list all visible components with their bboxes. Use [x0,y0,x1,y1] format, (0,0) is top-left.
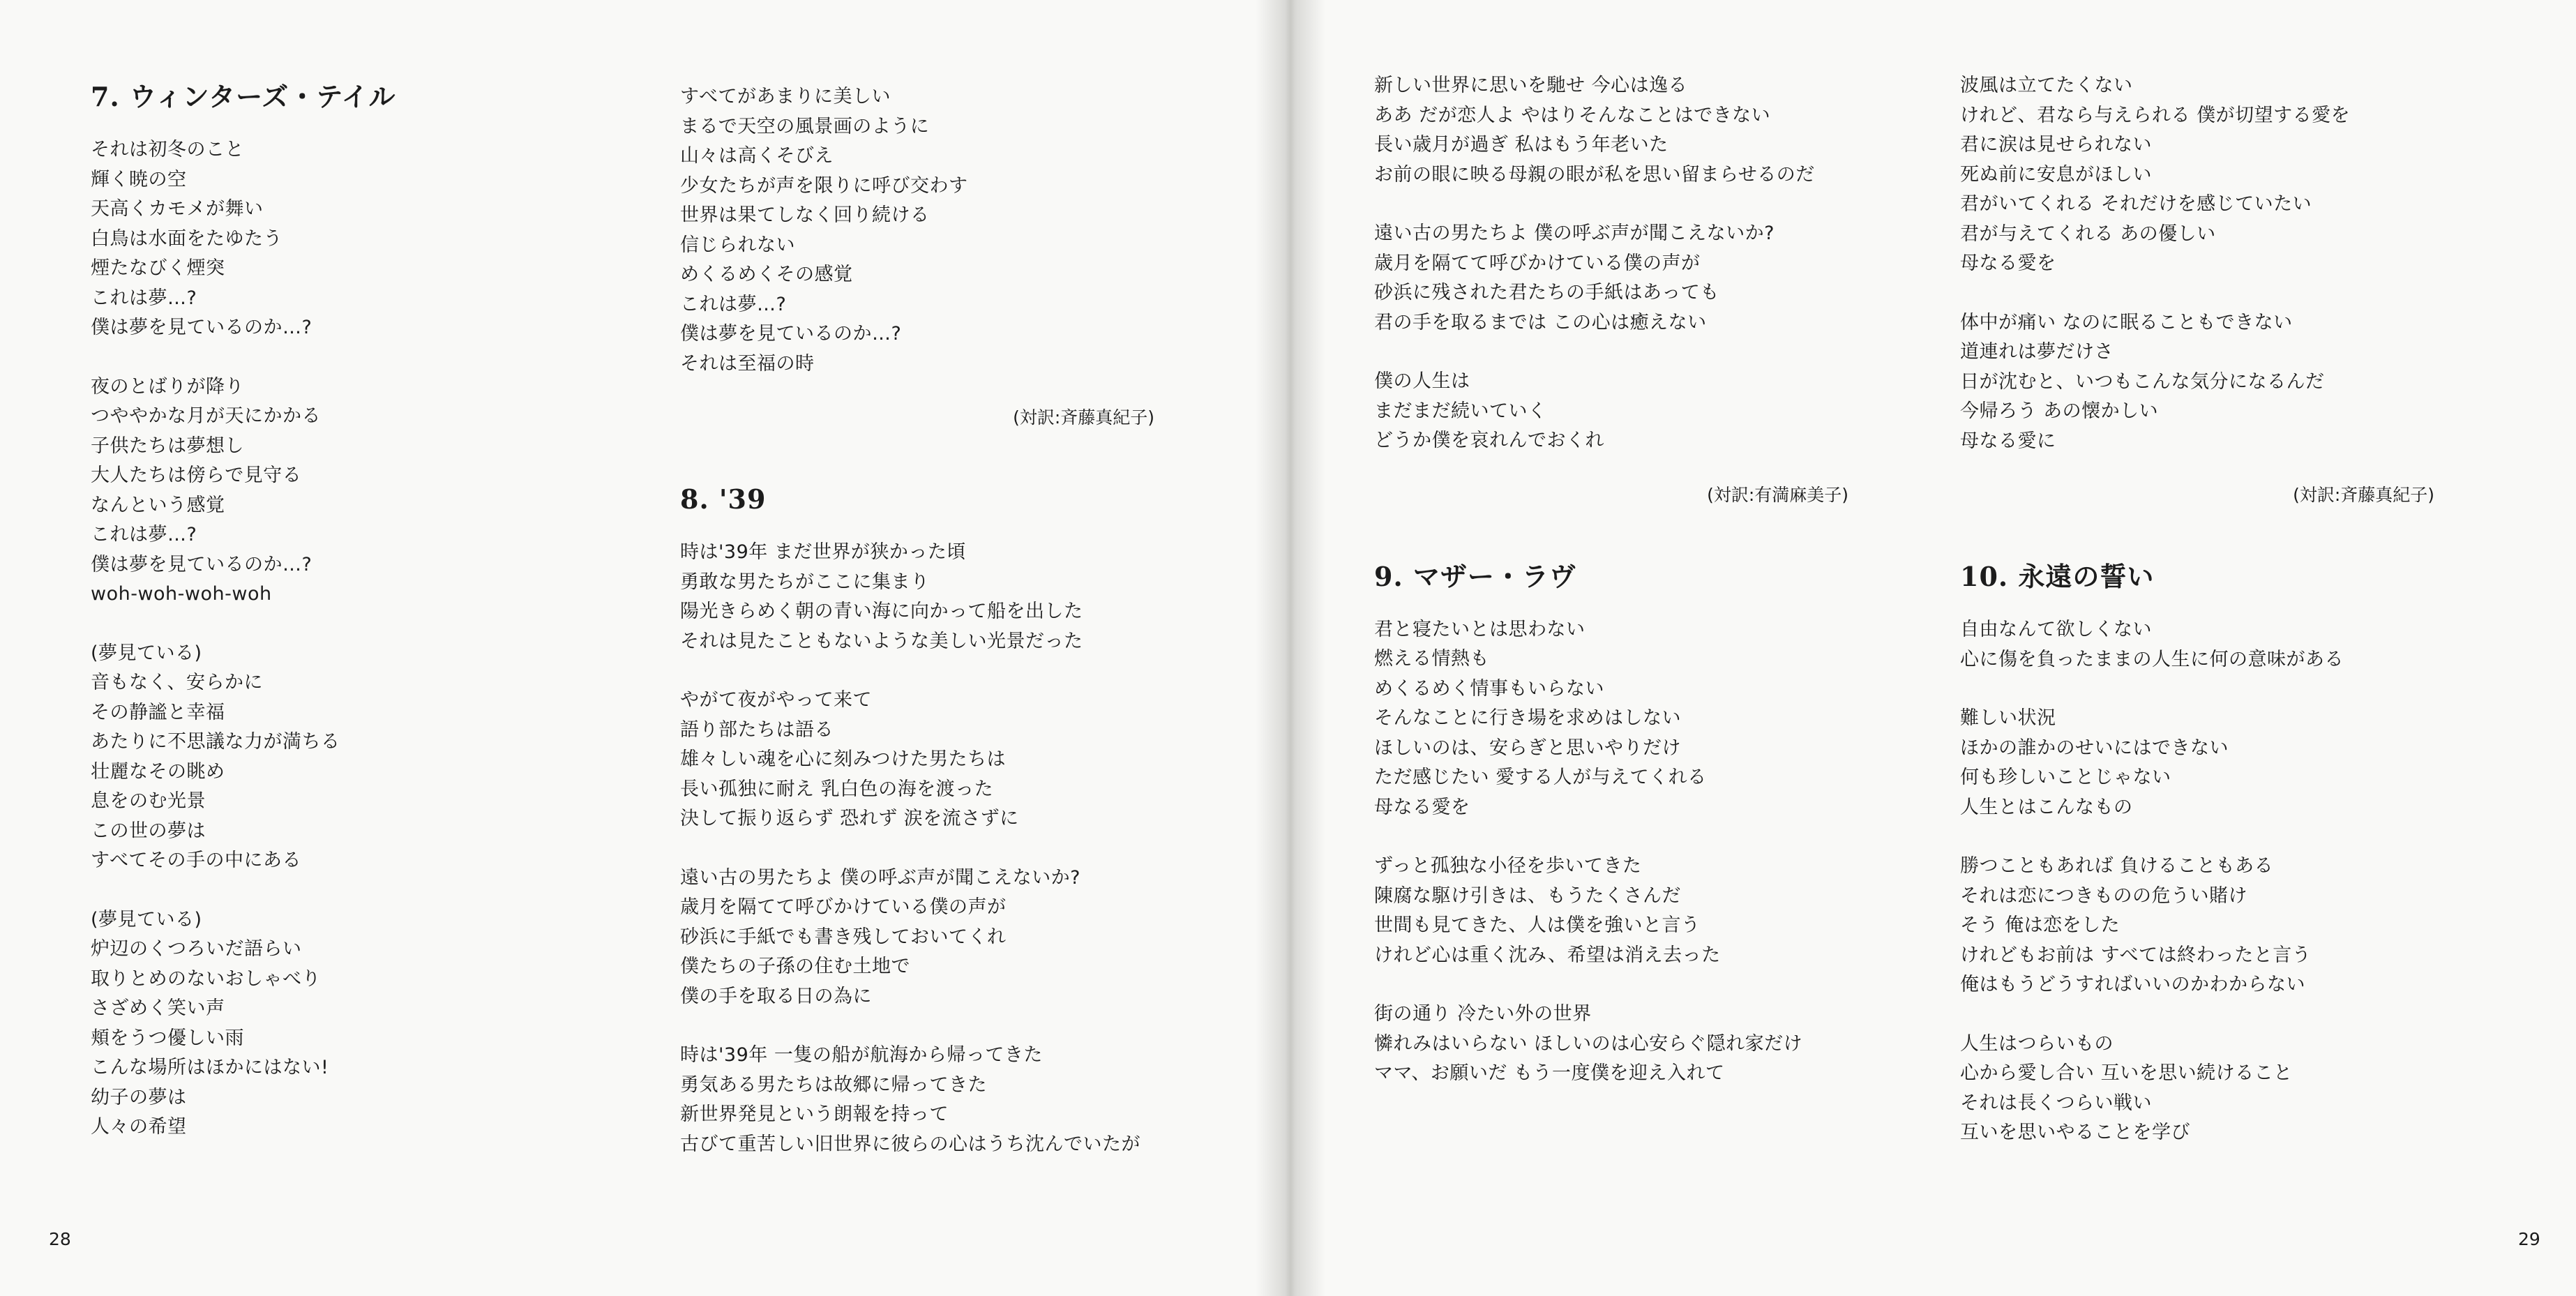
lyric-line: 母なる愛に [1960,430,2056,452]
lyric-line: 僕は夢を見ているのか…? [680,323,902,345]
lyric-line: 少女たちが声を限りに呼び交わす [680,174,968,197]
lyric-line: 僕の手を取る日の為に [680,985,872,1007]
lyric-line: 長い歳月が過ぎ 私はもう年老いた [1374,134,1669,156]
lyric-line: 時は'39年 まだ世界が狭かった頃 [680,541,966,563]
lyric-line: 燃える情熱も [1374,648,1489,670]
stanza [1374,615,1904,823]
lyrics-39 [680,538,1210,1159]
lyric-line: 息をのむ光景 [91,790,206,812]
lyric-line: 雄々しい魂を心に刻みつけた男たちは [680,748,1006,770]
lyric-line: 炉辺のくつろいだ語らい [91,938,302,960]
lyric-line: 時は'39年 一隻の船が航海から帰ってきた [680,1044,1043,1066]
song-title-mother-love: 9. マザー・ラヴ [1374,560,1576,592]
stanza [1960,615,2490,675]
lyric-line: これは夢…? [91,287,197,309]
lyric-line: お前の眼に映る母親の眼が私を思い留まらせるのだ [1374,163,1815,186]
song-title-39: 8. '39 [680,483,767,515]
stanza [91,905,621,1143]
lyric-line: 何も珍しいことじゃない [1960,767,2171,788]
lyric-line: それは恋につきものの危うい賭け [1960,884,2247,907]
stanza [1374,367,1904,456]
lyric-line: 人生はつらいもの [1960,1032,2114,1055]
lyric-line: 人々の希望 [91,1116,187,1138]
stanza [1374,1000,1904,1089]
lyric-line: どうか僕を哀れんでおくれ [1374,430,1604,451]
lyric-line: 長い孤独に耐え 乳白色の海を渡った [680,778,994,800]
lyric-line: そんなことに行き場を求めはしない [1374,707,1681,729]
lyric-line: 壮麗なその眺め [91,760,225,783]
lyric-line: 子供たちは夢想し [91,435,244,457]
lyric-line: 道連れは夢だけさ [1960,341,2114,363]
lyric-line: 心に傷を負ったままの人生に何の意味がある [1960,648,2344,670]
stanza [1960,1030,2490,1148]
lyric-line: 歳月を隔てて呼びかけている僕の声が [680,896,1007,918]
lyric-line: 波風は立てたくない [1960,75,2133,96]
lyric-line: ただ感じたい 愛する人が与えてくれる [1374,767,1707,788]
lyric-line: 山々は高くそびえ [680,145,834,167]
lyric-line: 遠い古の男たちよ 僕の呼ぶ声が聞こえないか? [680,866,1080,889]
lyric-line: 母なる愛を [1960,253,2056,274]
column-3 [1374,70,1904,1118]
stanza [1960,704,2490,822]
page-number-right: 29 [2518,1229,2540,1249]
lyric-line: 日が沈むと、いつもこんな気分になるんだ [1960,370,2325,393]
lyric-line: 君に涙は見せられない [1960,134,2152,156]
translator-credit: (対訳:斉藤真紀子) [1013,407,1154,428]
stanza [91,372,621,610]
stanza [1960,71,2490,279]
lyric-line: ほしいのは、安らぎと思いやりだけ [1374,737,1681,759]
lyric-line: すべてその手の中にある [91,850,301,871]
lyric-line: 白鳥は水面をたゆたう [91,227,283,250]
lyric-line: さざめく笑い声 [91,997,225,1019]
lyric-line: こんな場所はほかにはない! [91,1057,329,1078]
lyric-line: なんという感覚 [91,494,225,516]
lyric-line: そう 俺は恋をした [1960,914,2121,936]
lyric-line: めくるめく情事もいらない [1374,677,1604,700]
book-gutter [1256,0,1325,1296]
lyric-line: 憐れみはいらない ほしいのは心安らぐ隠れ家だけ [1374,1032,1803,1055]
lyric-line: けれど、君なら与えられる 僕が切望する愛を [1960,104,2351,126]
lyric-line: (夢見ている) [91,642,202,664]
lyric-line: ずっと孤独な小径を歩いてきた [1374,855,1642,877]
lyric-line: 君が与えてくれる あの優しい [1960,223,2216,245]
lyric-line: 信じられない [680,234,795,256]
lyric-line: 陽光きらめく朝の青い海に向かって船を出した [680,601,1083,622]
stanza [1960,852,2490,1000]
lyric-line: 決して振り返らず 恐れず 涙を流さずに [680,808,1019,829]
stanza [680,82,1210,379]
lyric-line: 煙たなびく煙突 [91,257,225,279]
lyrics-eternal-vow [1960,615,2490,1148]
lyric-line: すべてがあまりに美しい [680,86,891,107]
lyric-line: 砂浜に手紙でも書き残しておいてくれ [680,926,1007,948]
translator-credit: (対訳:斉藤真紀子) [2293,485,2434,505]
column-1 [91,70,621,1172]
lyric-line: 新しい世界に思いを馳せ 今心は逸る [1374,75,1688,96]
song-title-eternal-vow: 10. 永遠の誓い [1960,561,2155,592]
lyric-line: けれどもお前は すべては終わったと言う [1960,944,2312,966]
lyric-line: 互いを思いやることを学び [1960,1122,2190,1143]
lyric-line: あたりに不思議な力が満ちる [91,731,340,753]
lyric-line: 俺はもうどうすればいいのかわからない [1960,974,2305,995]
lyric-line: 語り部たちは語る [680,718,834,741]
lyric-line: 街の通り 冷たい外の世界 [1374,1003,1592,1025]
lyrics-winters-tale-cont [680,82,1210,379]
lyric-line: 僕は夢を見ているのか…? [91,553,312,575]
lyric-line: 天高くカモメが舞い [91,198,264,220]
lyrics-mother-love-cont [1960,71,2490,456]
lyric-line: つややかな月が天にかかる [91,405,321,427]
lyric-line: それは長くつらい戦い [1960,1092,2152,1114]
lyric-line: 君の手を取るまでは この心は癒えない [1374,311,1707,333]
lyrics-39-cont [1374,71,1904,456]
stanza [680,864,1210,1012]
lyric-line: 僕の人生は [1374,370,1470,392]
lyric-line: 新世界発見という朗報を持って [680,1103,949,1125]
lyric-line: 古びて重苦しい旧世界に彼らの心はうち沈んでいたが [680,1133,1140,1155]
lyric-line: それは初冬のこと [91,139,244,160]
lyric-line: 人生とはこんなもの [1960,796,2133,818]
stanza [1374,219,1904,338]
lyric-line: けれど心は重く沈み、希望は消え去った [1374,944,1721,966]
lyric-line: 母なる愛を [1374,796,1470,818]
lyric-line: 輝く暁の空 [91,168,187,190]
lyric-line: 体中が痛い なのに眠ることもできない [1960,311,2293,333]
lyric-line: やがて夜がやって来て [680,689,872,711]
lyric-line: 砂浜に残された君たちの手紙はあっても [1374,282,1719,303]
lyric-line: それは至福の時 [680,352,815,375]
lyric-line: 勇気ある男たちは故郷に帰ってきた [680,1073,987,1096]
lyrics-winters-tale [91,135,621,1143]
lyric-line: これは夢…? [680,293,787,315]
lyric-line: それは見たこともないような美しい光景だった [680,630,1083,652]
lyric-line: この世の夢は [91,820,206,842]
lyric-line: 世間も見てきた、人は僕を強いと言う [1374,914,1701,936]
lyric-line: 心から愛し合い 互いを思い続けること [1960,1062,2293,1084]
lyric-line: 歳月を隔てて呼びかけている僕の声が [1374,252,1701,274]
lyric-line: (夢見ている) [91,908,202,930]
lyric-line: 勇敢な男たちがここに集まり [680,571,930,593]
lyric-line: 今帰ろう あの懐かしい [1960,400,2159,422]
stanza [680,686,1210,834]
lyric-line: ほかの誰かのせいにはできない [1960,737,2229,759]
lyric-line: これは夢…? [91,524,197,545]
lyric-line: その静謐と幸福 [91,701,225,723]
lyric-line: 勝つこともあれば 負けることもある [1960,855,2274,877]
stanza [91,135,621,343]
stanza [1960,308,2490,457]
column-4 [1960,70,2490,1177]
lyrics-mother-love [1374,615,1904,1089]
page-number-left: 28 [49,1229,71,1249]
lyric-line: 僕たちの子孫の住む土地で [680,956,910,977]
stanza [680,1041,1210,1159]
lyric-line: 世界は果てしなく回り続ける [680,204,930,226]
lyric-line: 取りとめのないおしゃべり [91,967,321,990]
column-2 [680,70,1210,1189]
lyric-line: 夜のとばりが降り [91,375,244,398]
lyric-line: 遠い古の男たちよ 僕の呼ぶ声が聞こえないか? [1374,223,1775,244]
song-title-winters-tale: 7. ウィンターズ・テイル [91,81,396,112]
lyric-line: 君と寝たいとは思わない [1374,618,1585,640]
translator-credit: (対訳:有満麻美子) [1707,484,1848,505]
stanza [91,639,621,876]
lyric-line: 死ぬ前に安息がほしい [1960,163,2152,186]
lyric-line: 大人たちは傍らで見守る [91,465,302,486]
stanza [1374,71,1904,190]
lyric-line: 音もなく、安らかに [91,672,263,693]
lyric-line: 幼子の夢は [91,1086,187,1108]
lyric-line: 頬をうつ優しい雨 [91,1027,244,1049]
lyric-line: 難しい状況 [1960,707,2056,729]
lyric-line: ああ だが恋人よ やはりそんなことはできない [1374,104,1771,126]
lyric-line: まだまだ続いていく [1374,400,1547,422]
lyric-line: 陳腐な駆け引きは、もうたくさんだ [1374,884,1681,907]
lyric-line: ママ、お願いだ もう一度僕を迎え入れて [1374,1062,1725,1084]
stanza [1374,852,1904,970]
lyric-line: 自由なんて欲しくない [1960,619,2152,640]
lyric-line: woh-woh-woh-woh [91,583,272,605]
lyric-line: まるで天空の風景画のように [680,115,930,137]
lyric-line: 君がいてくれる それだけを感じていたい [1960,193,2312,215]
lyric-line: めくるめくその感覚 [680,264,853,285]
stanza [680,538,1210,656]
lyric-line: 僕は夢を見ているのか…? [91,317,312,338]
